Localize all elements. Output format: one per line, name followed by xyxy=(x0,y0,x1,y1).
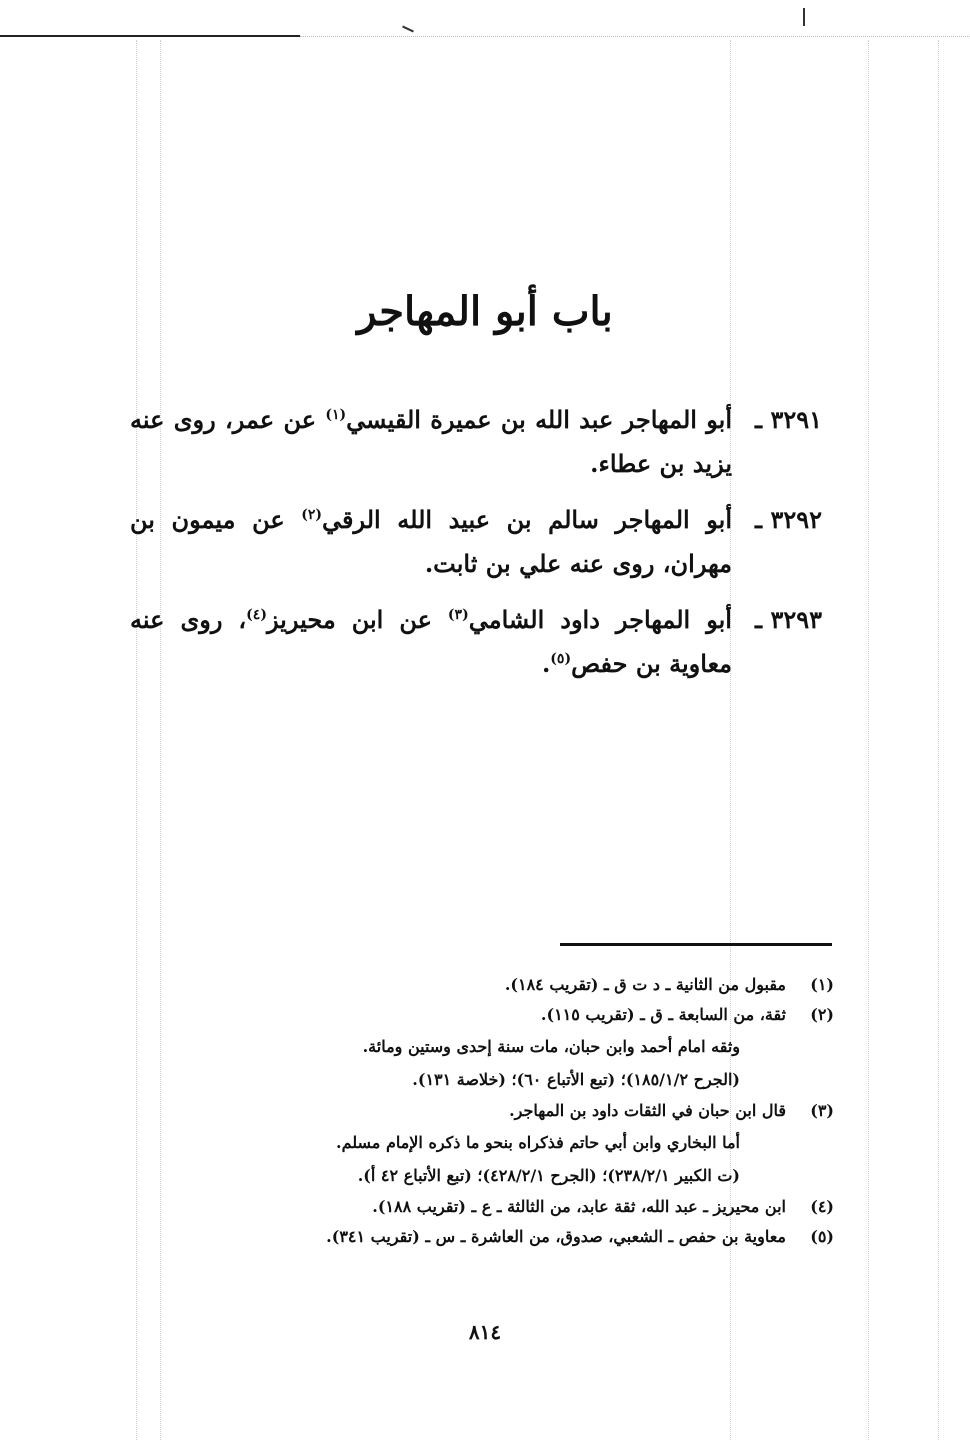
entry-text-part: أبو المهاجر عبد الله بن عميرة القيسي xyxy=(346,405,732,434)
scan-tick-mark xyxy=(803,8,805,26)
footnote-ref: (١) xyxy=(325,407,347,423)
footnote-5 xyxy=(134,1222,834,1252)
footnote-number: (٤) xyxy=(810,1197,834,1216)
footnote-text: ابن محيريز ـ عبد الله، ثقة عابد، من الثالثة ـ ع ـ (تقريب ١٨٨). xyxy=(372,1197,786,1216)
entry-3292 xyxy=(130,498,822,586)
scan-mark xyxy=(402,26,414,33)
footnote-continuation: أما البخاري وابن أبي حاتم فذكراه بنحو ما ذكره الإمام مسلم. xyxy=(336,1133,740,1152)
footnote-ref: (٢) xyxy=(301,507,323,523)
footnote-2 xyxy=(134,1000,834,1030)
footnote-number: (١) xyxy=(810,975,834,994)
footnote-4 xyxy=(134,1192,834,1222)
entry-text xyxy=(130,598,822,686)
footnote-text: مقبول من الثانية ـ د ت ق ـ (تقريب ١٨٤). xyxy=(504,975,786,994)
chapter-title: باب أبو المهاجر xyxy=(357,288,613,335)
entry-text-part: عن ميمون بن مهران، روى عنه علي بن ثابت. xyxy=(130,505,732,578)
entry-text-part: عن عمر، روى عنه يزيد بن عطاء. xyxy=(130,405,732,478)
entry-text-part: ، روى عنه معاوية بن حفص xyxy=(130,605,732,678)
entry-number: ٣٢٩١ ـ xyxy=(755,405,822,434)
entry-text-part: أبو المهاجر سالم بن عبيد الله الرقي xyxy=(322,505,732,534)
page-number: ٨١٤ xyxy=(468,1320,502,1344)
entry-text xyxy=(130,398,822,486)
footnote-number: (٣) xyxy=(810,1101,834,1120)
entry-text xyxy=(130,498,822,586)
entry-text-part: . xyxy=(541,649,551,678)
scan-edge-dotted xyxy=(300,36,970,37)
entry-text-part: أبو المهاجر داود الشامي xyxy=(468,605,732,634)
scan-guide-line xyxy=(868,40,869,1440)
footnote-3 xyxy=(134,1096,834,1126)
entry-number: ٣٢٩٢ ـ xyxy=(755,505,822,534)
footnote-1 xyxy=(134,970,834,1000)
entry-3293 xyxy=(130,598,822,686)
footnote-text: قال ابن حبان في الثقات داود بن المهاجر. xyxy=(509,1101,786,1120)
scan-edge-line xyxy=(0,35,300,37)
footnote-ref: (٤) xyxy=(246,607,267,623)
footnote-continuation: (الجرح ١٨٥/١/٢)؛ (تبع الأتباع ٦٠)؛ (خلاصة ١٣١). xyxy=(412,1070,740,1089)
footnote-text: معاوية بن حفص ـ الشعبي، صدوق، من العاشرة ـ س ـ (تقريب ٣٤١). xyxy=(326,1227,786,1246)
footnote-number: (٥) xyxy=(810,1227,834,1246)
footnote-separator xyxy=(560,943,832,946)
footnote-continuation: وثقه امام أحمد وابن حبان، مات سنة إحدى وستين ومائة. xyxy=(362,1037,740,1056)
footnotes xyxy=(134,970,834,1252)
footnote-continuation: (ت الكبير ٢٣٨/٢/١)؛ (الجرح ٤٢٨/٢/١)؛ (تبع الأتباع ٤٢ أ). xyxy=(357,1166,740,1185)
entries-list xyxy=(130,398,822,698)
entry-number: ٣٢٩٣ ـ xyxy=(755,605,822,634)
footnote-ref: (٥) xyxy=(550,651,572,667)
entry-text-part: عن ابن محيريز xyxy=(266,605,448,634)
footnote-text: ثقة، من السابعة ـ ق ـ (تقريب ١١٥). xyxy=(540,1005,786,1024)
scan-guide-line xyxy=(938,40,939,1440)
footnote-number: (٢) xyxy=(810,1005,834,1024)
entry-3291 xyxy=(130,398,822,486)
footnote-ref: (٣) xyxy=(447,607,469,623)
